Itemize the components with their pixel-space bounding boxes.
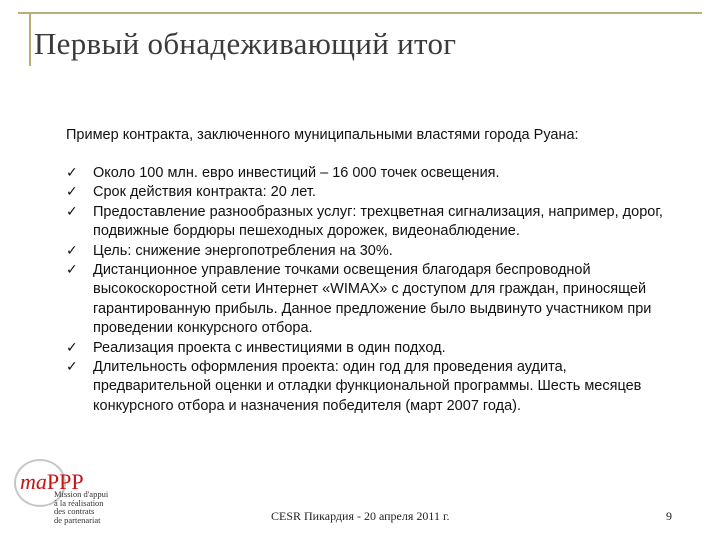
checkmark-icon: ✓ bbox=[66, 359, 78, 376]
list-item bbox=[66, 203, 666, 242]
title-rule-vertical bbox=[29, 12, 31, 66]
list-item bbox=[66, 164, 666, 183]
bullet-text: Цель: снижение энергопотребления на 30%. bbox=[93, 242, 393, 259]
logo-subtitle: Mission d'appui à la réalisation des contrats de partenariat bbox=[54, 489, 109, 525]
bullet-text: Срок действия контракта: 20 лет. bbox=[93, 184, 316, 201]
checkmark-icon: ✓ bbox=[66, 262, 78, 279]
footer-text: CESR Пикардия - 20 апреля 2011 г. bbox=[271, 509, 450, 523]
bullet-text: Около 100 млн. евро инвестиций – 16 000 точек освещения. bbox=[93, 165, 500, 181]
bullet-text: Реализация проекта с инвестициями в один подход. bbox=[93, 339, 446, 356]
checkmark-icon: ✓ bbox=[66, 242, 78, 259]
list-item bbox=[66, 358, 666, 416]
checkmark-icon: ✓ bbox=[66, 203, 78, 220]
list-item bbox=[66, 339, 666, 358]
title-rule-horizontal bbox=[18, 12, 702, 14]
checkmark-icon: ✓ bbox=[66, 165, 78, 181]
page-number: 9 bbox=[666, 509, 672, 523]
bullet-text: Длительность оформления проекта: один год для проведения аудита, предварительной оценки и отладки функциональной программы. Шесть месяцев конкурсного отбора и назначения победителя (март 2007 года). bbox=[93, 359, 642, 414]
mappp-logo bbox=[14, 459, 124, 527]
list-item bbox=[66, 183, 666, 202]
bullet-text: Предоставление разнообразных услуг: трехцветная сигнализация, например, дорог, подвижные бордюры пешеходных дорожек, видеонаблюдение. bbox=[93, 203, 663, 240]
bullet-text: Дистанционное управление точками освещения благодаря беспроводной высокоскоростной сети Интернет «WIMAX» с доступом для граждан, приносящей гарантированную прибыль. Данное предложение было выдвинуто участником при проведении конкурсного отбора. bbox=[93, 262, 652, 337]
list-item bbox=[66, 261, 666, 339]
slide-title: Первый обнадеживающий итог bbox=[34, 26, 457, 61]
checkmark-icon: ✓ bbox=[66, 184, 78, 201]
logo-brand: maPPP bbox=[20, 469, 84, 494]
intro-text: Пример контракта, заключенного муниципальными властями города Руана: bbox=[66, 127, 579, 143]
checkmark-icon: ✓ bbox=[66, 339, 78, 356]
bullet-list bbox=[66, 164, 666, 416]
list-item bbox=[66, 242, 666, 261]
